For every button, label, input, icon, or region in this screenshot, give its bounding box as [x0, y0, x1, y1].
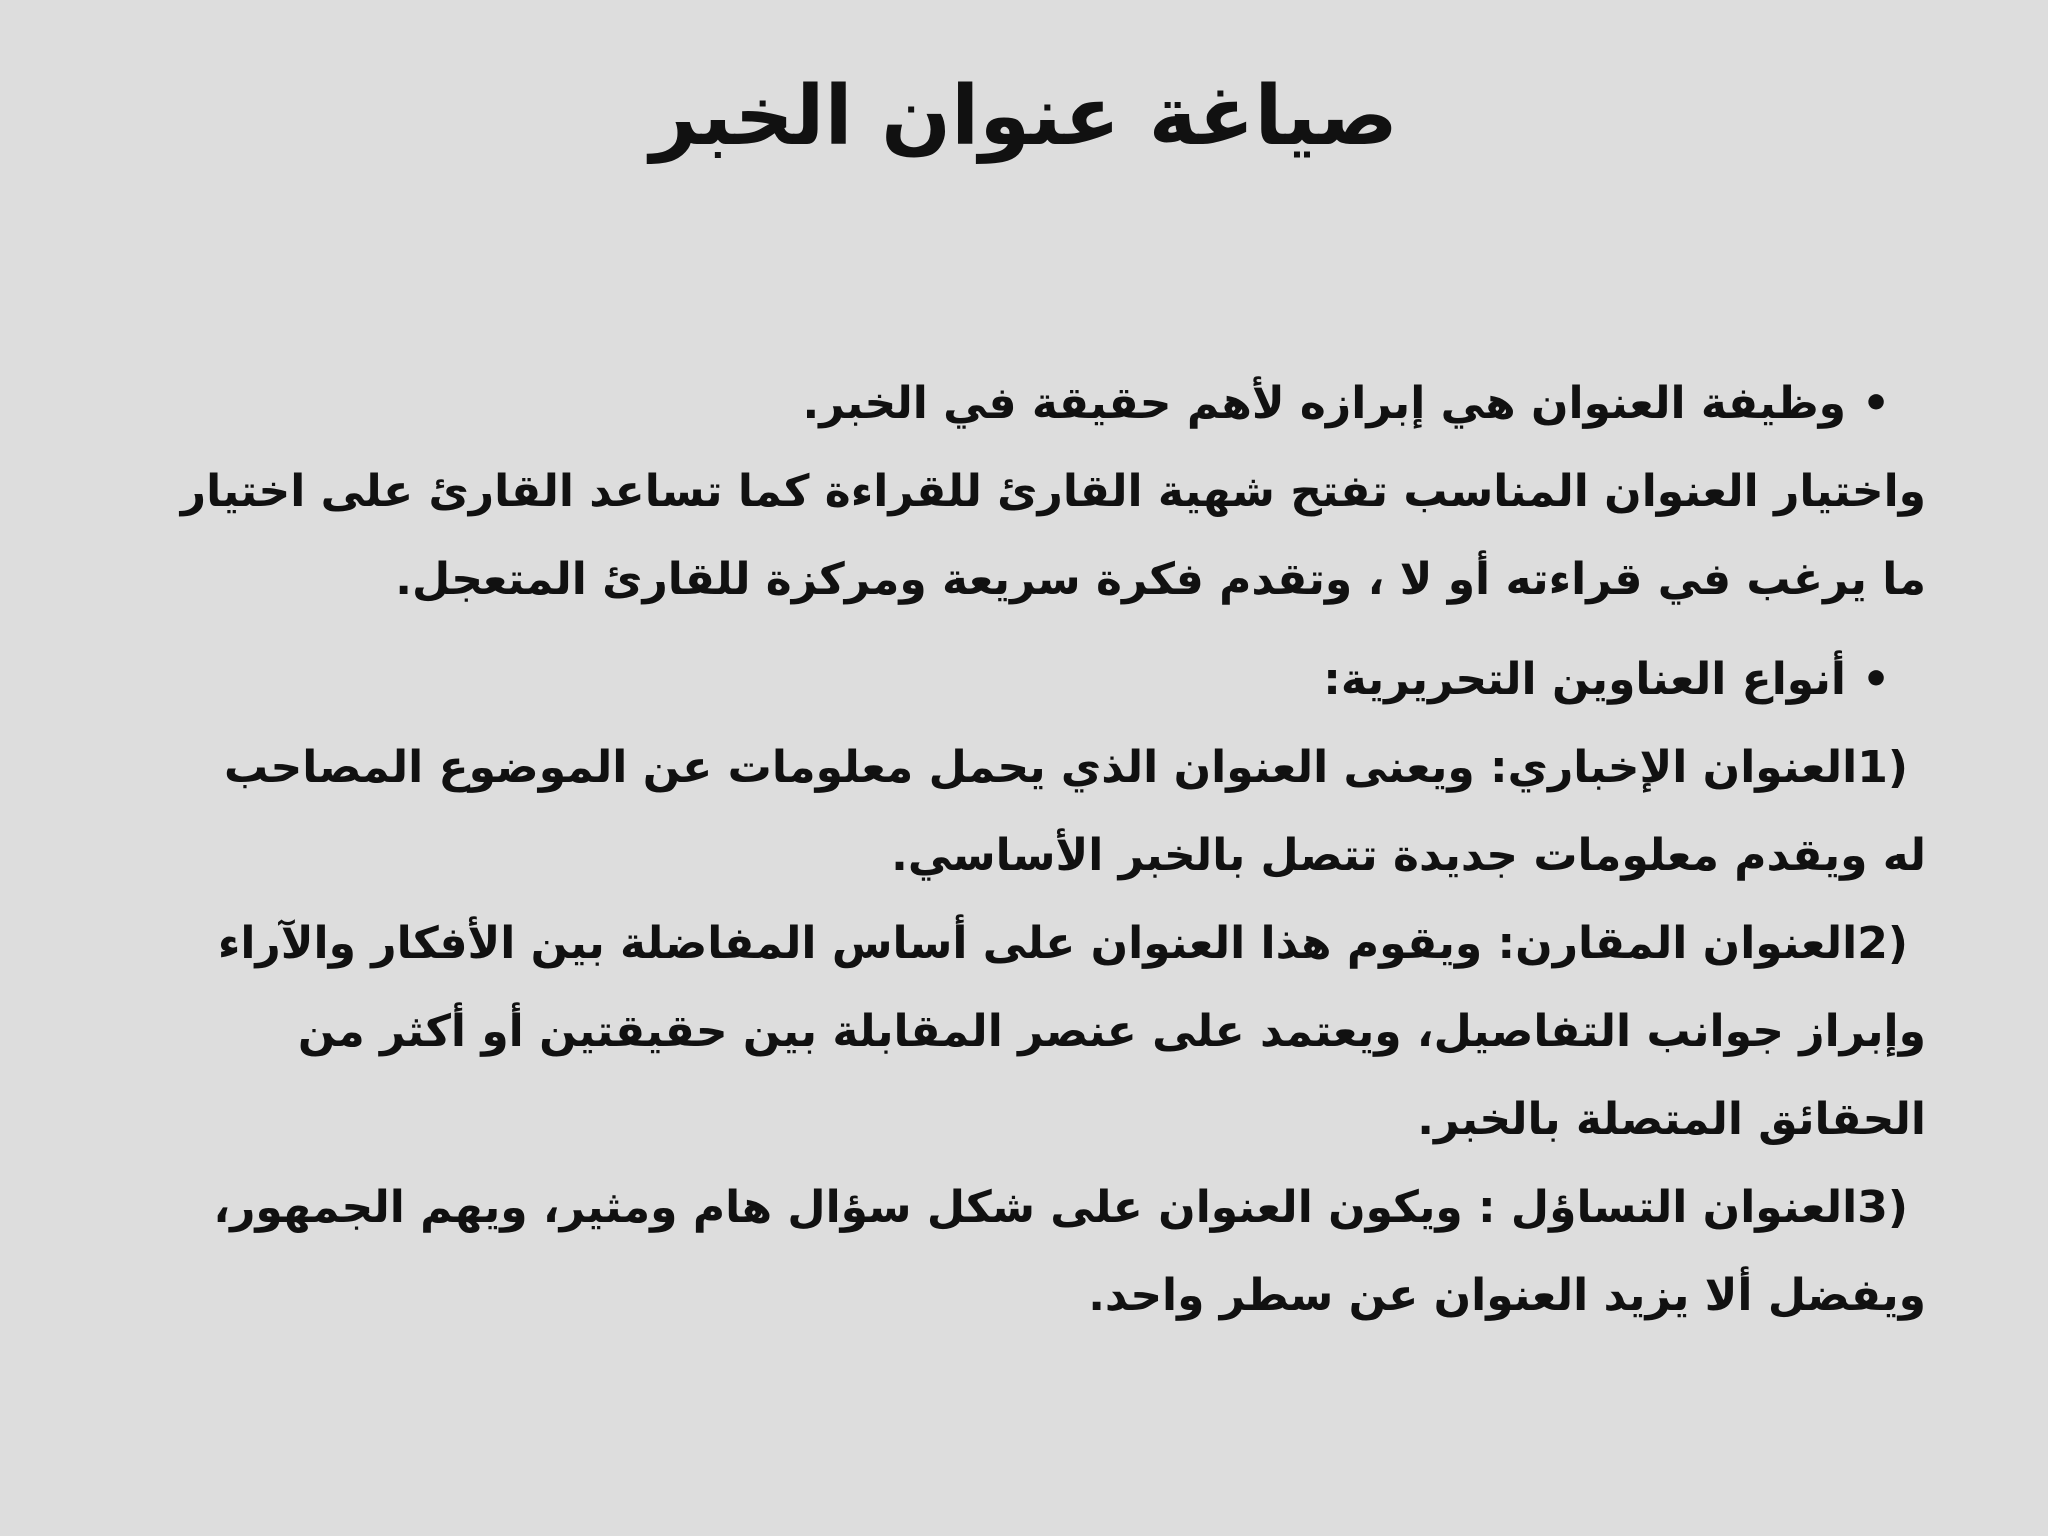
body-line: ويفضل ألا يزيد العنوان عن سطر واحد.	[1088, 1270, 1926, 1321]
bullet-icon: •	[1861, 378, 1891, 429]
body-line: واختيار العنوان المناسب تفتح شهية القارئ للقراءة كما تساعد القارئ على اختيار	[180, 466, 1926, 517]
list-item-news-headline: (1العنوان الإخباري: ويعنى العنوان الذي يحمل معلومات عن الموضوع المصاحب	[223, 742, 1908, 793]
spacer	[140, 624, 1926, 636]
body-line: وإبراز جوانب التفاصيل، ويعتمد على عنصر المقابلة بين حقيقتين أو أكثر من	[297, 1006, 1926, 1057]
slide-body	[140, 360, 1926, 1340]
body-line: له ويقدم معلومات جديدة تتصل بالخبر الأساسي.	[891, 830, 1926, 881]
list-item-question-headline: (3العنوان التساؤل : ويكون العنوان على شكل سؤال هام ومثير، ويهم الجمهور،	[213, 1182, 1908, 1233]
bullet-icon: •	[1861, 654, 1891, 705]
bullet-item-headline-types	[140, 636, 1926, 724]
bullet-item-headline-function	[140, 360, 1926, 448]
body-line: الحقائق المتصلة بالخبر.	[1417, 1094, 1926, 1145]
body-line: ما يرغب في قراءته أو لا ، وتقدم فكرة سريعة ومركزة للقارئ المتعجل.	[395, 554, 1926, 605]
bullet-text: وظيفة العنوان هي إبرازه لأهم حقيقة في الخبر.	[802, 378, 1846, 429]
slide-title: صياغة عنوان الخبر	[650, 69, 1398, 164]
bullet-text: أنواع العناوين التحريرية:	[1323, 654, 1846, 705]
list-item-comparative-headline: (2العنوان المقارن: ويقوم هذا العنوان على أساس المفاضلة بين الأفكار والآراء	[217, 918, 1908, 969]
